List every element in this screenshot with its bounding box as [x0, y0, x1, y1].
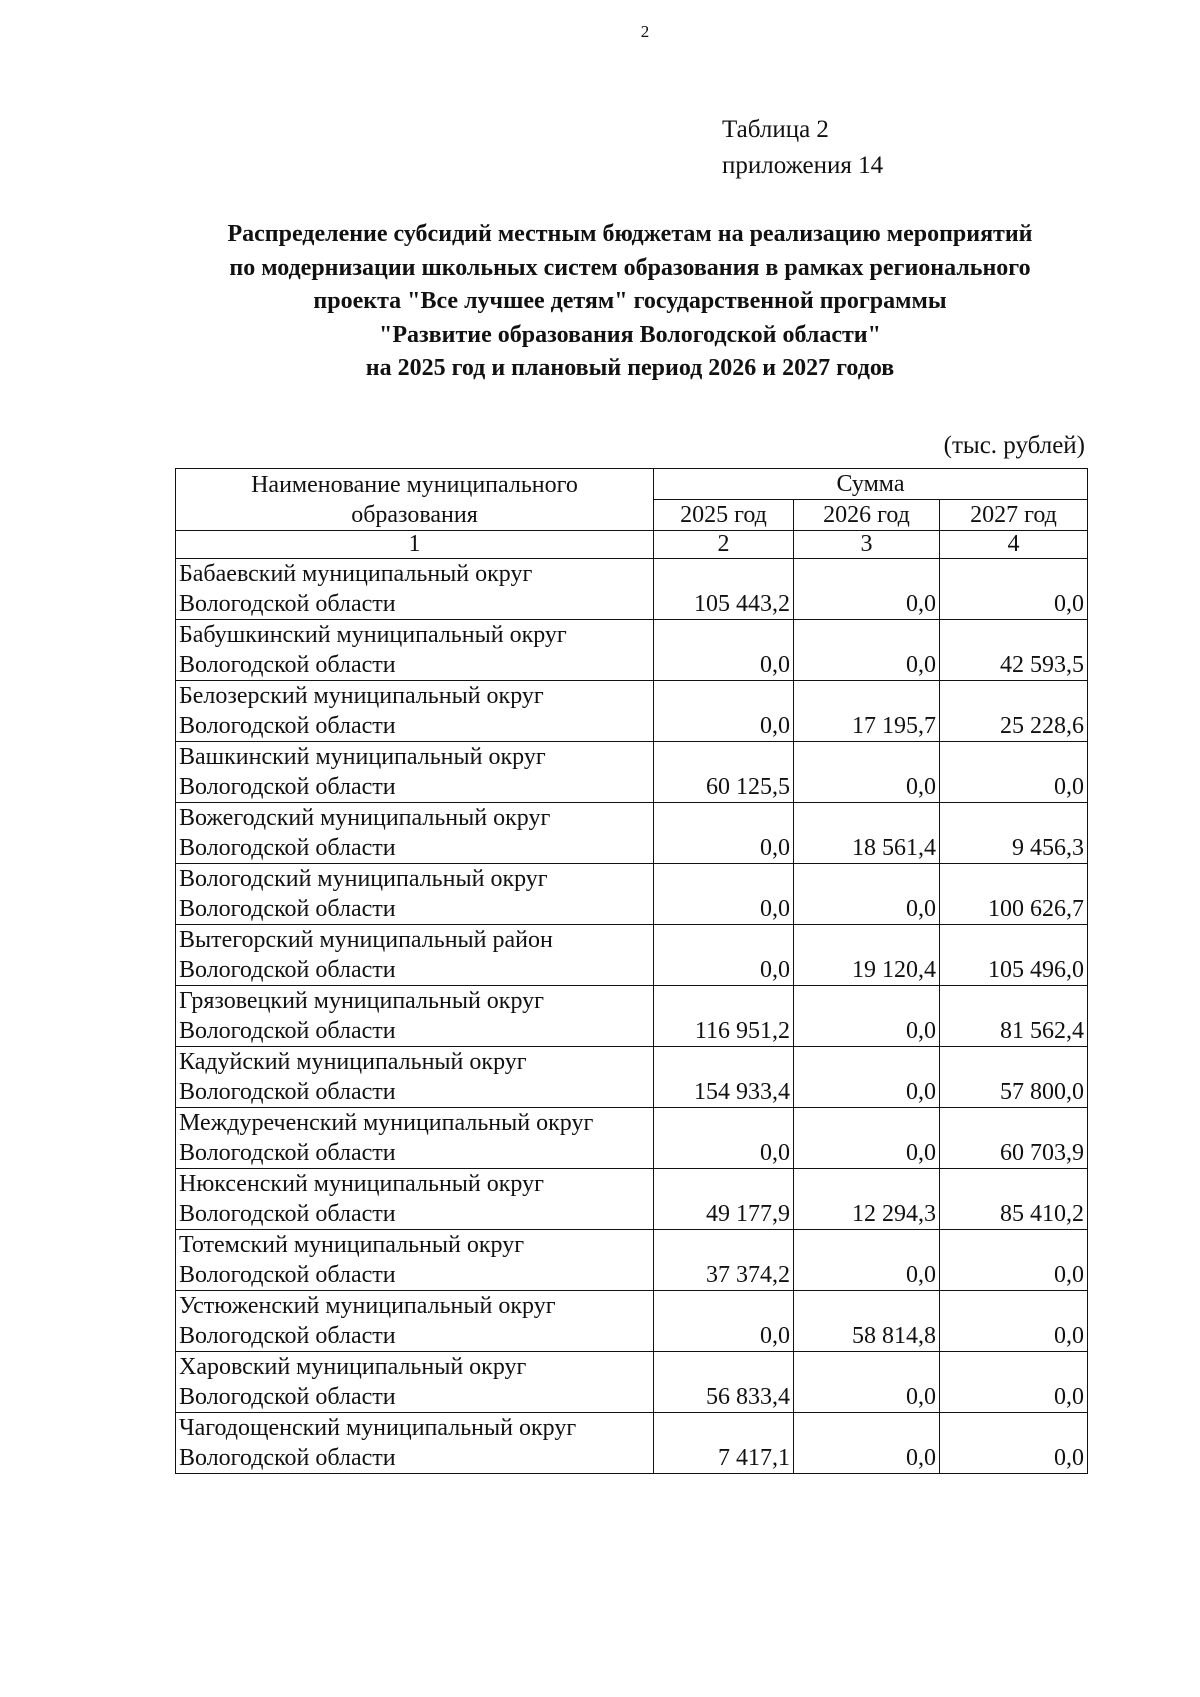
amount-2026-cell: 19 120,4: [794, 925, 940, 986]
region-name: Вологодской области: [179, 1201, 396, 1227]
region-name: Вологодской области: [179, 957, 396, 983]
region-name: Вологодской области: [179, 652, 396, 678]
region-name: Вологодской области: [179, 835, 396, 861]
municipality-name-cell: [176, 925, 654, 986]
table-row: [176, 620, 1088, 681]
municipality-name: Вожегодский муниципальный округ: [179, 805, 551, 831]
table-row: [176, 803, 1088, 864]
amount-2027-cell: 0,0: [940, 1291, 1088, 1352]
region-name: Вологодской области: [179, 1018, 396, 1044]
amount-2025-cell: 7 417,1: [654, 1413, 794, 1474]
amount-2027-cell: 42 593,5: [940, 620, 1088, 681]
region-name: Вологодской области: [179, 1262, 396, 1288]
header-sum-cell: Сумма: [654, 469, 1088, 500]
table-row: [176, 681, 1088, 742]
table-row: [176, 1291, 1088, 1352]
municipality-name-cell: [176, 620, 654, 681]
title-line: проекта "Все лучшее детям" государственной программы: [313, 288, 947, 314]
amount-2027-cell: 0,0: [940, 1352, 1088, 1413]
amount-2026-cell: 0,0: [794, 1352, 940, 1413]
amount-2025-cell: 56 833,4: [654, 1352, 794, 1413]
amount-2026-cell: 0,0: [794, 986, 940, 1047]
region-name: Вологодской области: [179, 591, 396, 617]
municipality-name: Грязовецкий муниципальный округ: [179, 988, 544, 1014]
municipality-name-cell: [176, 1413, 654, 1474]
municipality-name: Устюженский муниципальный округ: [179, 1293, 556, 1319]
table-row: [176, 864, 1088, 925]
header-index-row: [176, 531, 1088, 559]
region-name: Вологодской области: [179, 1384, 396, 1410]
amount-2026-cell: 0,0: [794, 1413, 940, 1474]
municipality-name: Бабушкинский муниципальный округ: [179, 622, 567, 648]
municipality-name: Бабаевский муниципальный округ: [179, 561, 533, 587]
table-row: [176, 1230, 1088, 1291]
amount-2027-cell: 81 562,4: [940, 986, 1088, 1047]
amount-2027-cell: 0,0: [940, 1413, 1088, 1474]
table-row: [176, 742, 1088, 803]
page-number: 2: [640, 22, 650, 41]
amount-2026-cell: 0,0: [794, 1108, 940, 1169]
document-title: [150, 218, 1110, 386]
amount-2026-cell: 12 294,3: [794, 1169, 940, 1230]
municipality-name-cell: [176, 559, 654, 620]
region-name: Вологодской области: [179, 1323, 396, 1349]
header-year-2026: 2026 год: [794, 500, 940, 531]
table-row: [176, 1413, 1088, 1474]
amount-2025-cell: 105 443,2: [654, 559, 794, 620]
header-row-1: [176, 469, 1088, 500]
amount-2025-cell: 49 177,9: [654, 1169, 794, 1230]
amount-2026-cell: 0,0: [794, 1230, 940, 1291]
municipality-name: Вытегорский муниципальный район: [179, 927, 553, 953]
municipality-name: Междуреченский муниципальный округ: [179, 1110, 594, 1136]
amount-2027-cell: 85 410,2: [940, 1169, 1088, 1230]
municipality-name: Вашкинский муниципальный округ: [179, 744, 546, 770]
amount-2025-cell: 0,0: [654, 681, 794, 742]
municipality-name-cell: [176, 681, 654, 742]
amount-2025-cell: 116 951,2: [654, 986, 794, 1047]
amount-2025-cell: 154 933,4: [654, 1047, 794, 1108]
index-cell: 3: [794, 531, 940, 559]
index-cell: 4: [940, 531, 1088, 559]
title-line: по модернизации школьных систем образования в рамках регионального: [229, 254, 1031, 281]
amount-2025-cell: 0,0: [654, 1108, 794, 1169]
region-name: Вологодской области: [179, 896, 396, 922]
header-year-2027: 2027 год: [940, 500, 1088, 531]
table-row: [176, 1169, 1088, 1230]
amount-2027-cell: 0,0: [940, 559, 1088, 620]
table-body: [176, 559, 1088, 1474]
amount-2025-cell: 0,0: [654, 864, 794, 925]
amount-2027-cell: 0,0: [940, 742, 1088, 803]
municipality-name: Кадуйский муниципальный округ: [179, 1049, 527, 1075]
amount-2027-cell: 9 456,3: [940, 803, 1088, 864]
title-line: "Развитие образования Вологодской области": [379, 321, 881, 348]
amount-2027-cell: 105 496,0: [940, 925, 1088, 986]
amount-2027-cell: 60 703,9: [940, 1108, 1088, 1169]
municipality-name-cell: [176, 986, 654, 1047]
municipality-name-cell: [176, 864, 654, 925]
table-row: [176, 1108, 1088, 1169]
municipality-name-cell: [176, 742, 654, 803]
municipality-name: Вологодский муниципальный округ: [179, 866, 548, 892]
municipality-name-cell: [176, 1108, 654, 1169]
table-ref-line2: приложения 14: [722, 152, 884, 179]
municipality-name: Белозерский муниципальный округ: [179, 683, 544, 709]
index-cell: 1: [176, 531, 654, 559]
amount-2026-cell: 0,0: [794, 559, 940, 620]
municipality-name-cell: [176, 1291, 654, 1352]
table-row: [176, 1047, 1088, 1108]
amount-2027-cell: 25 228,6: [940, 681, 1088, 742]
table-row: [176, 925, 1088, 986]
amount-2026-cell: 0,0: [794, 742, 940, 803]
amount-2025-cell: 0,0: [654, 925, 794, 986]
table-row: [176, 986, 1088, 1047]
amount-2027-cell: 57 800,0: [940, 1047, 1088, 1108]
amount-2026-cell: 0,0: [794, 1047, 940, 1108]
table-row: [176, 1352, 1088, 1413]
municipality-name: Тотемский муниципальный округ: [179, 1232, 525, 1258]
units-label: (тыс. рублей): [943, 432, 1085, 459]
amount-2025-cell: 0,0: [654, 620, 794, 681]
header-name-line2: образования: [351, 501, 478, 528]
amount-2026-cell: 17 195,7: [794, 681, 940, 742]
municipality-name: Харовский муниципальный округ: [179, 1354, 527, 1380]
table-row: [176, 559, 1088, 620]
amount-2026-cell: 18 561,4: [794, 803, 940, 864]
municipality-name-cell: [176, 803, 654, 864]
municipality-name: Нюксенский муниципальный округ: [179, 1171, 544, 1197]
region-name: Вологодской области: [179, 713, 396, 739]
amount-2025-cell: 60 125,5: [654, 742, 794, 803]
title-line: на 2025 год и плановый период 2026 и 2027 годов: [365, 355, 895, 381]
region-name: Вологодской области: [179, 1079, 396, 1105]
amount-2026-cell: 58 814,8: [794, 1291, 940, 1352]
amount-2026-cell: 0,0: [794, 620, 940, 681]
municipality-name: Чагодощенский муниципальный округ: [179, 1415, 577, 1441]
header-name-line1: Наименование муниципального: [251, 471, 578, 498]
index-cell: 2: [654, 531, 794, 559]
header-name-cell: [176, 469, 654, 531]
municipality-name-cell: [176, 1230, 654, 1291]
amount-2027-cell: 0,0: [940, 1230, 1088, 1291]
subsidy-table: [175, 468, 1088, 1474]
header-year-2025: 2025 год: [654, 500, 794, 531]
amount-2025-cell: 37 374,2: [654, 1230, 794, 1291]
region-name: Вологодской области: [179, 774, 396, 800]
table-reference: [722, 112, 883, 184]
region-name: Вологодской области: [179, 1140, 396, 1166]
municipality-name-cell: [176, 1169, 654, 1230]
municipality-name-cell: [176, 1047, 654, 1108]
amount-2027-cell: 100 626,7: [940, 864, 1088, 925]
municipality-name-cell: [176, 1352, 654, 1413]
table-ref-line1: Таблица 2: [722, 116, 829, 143]
amount-2025-cell: 0,0: [654, 803, 794, 864]
title-line: Распределение субсидий местным бюджетам на реализацию мероприятий: [227, 221, 1033, 247]
amount-2026-cell: 0,0: [794, 864, 940, 925]
region-name: Вологодской области: [179, 1445, 396, 1471]
amount-2025-cell: 0,0: [654, 1291, 794, 1352]
